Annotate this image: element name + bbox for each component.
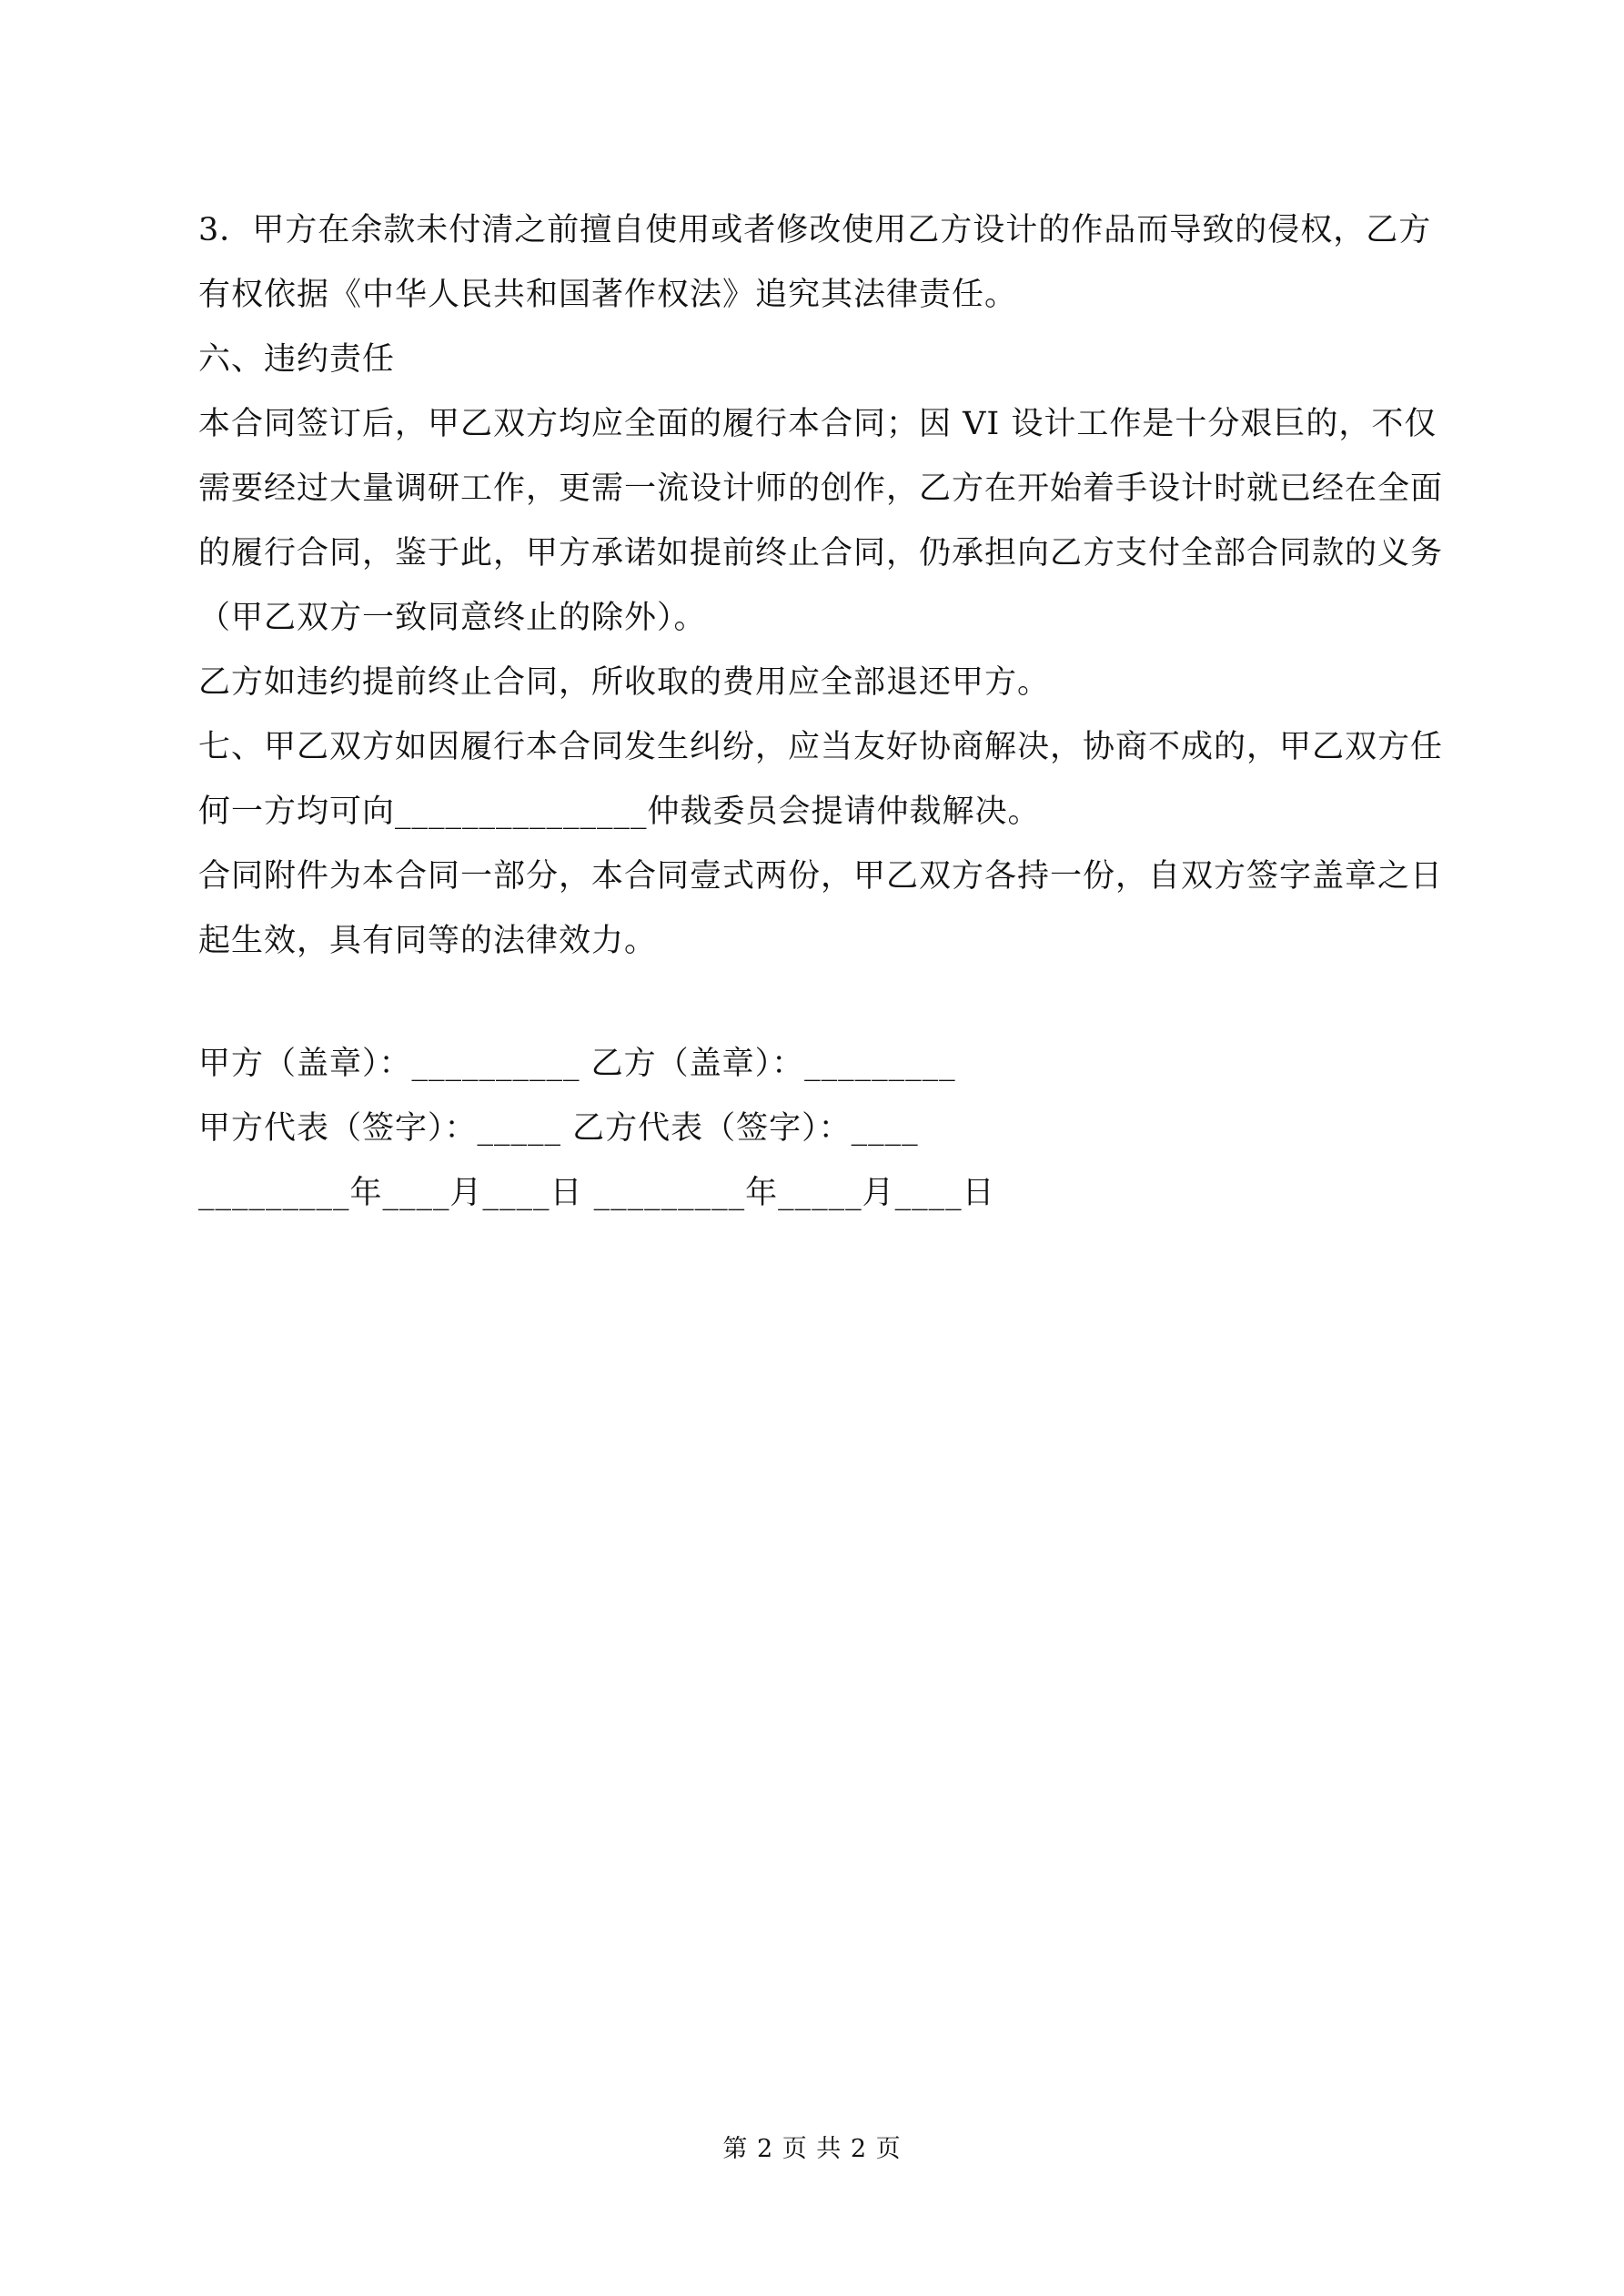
paragraph-line: 何一方均可向_______________仲裁委员会提请仲裁解决。: [198, 794, 1041, 830]
representative-line: 甲方代表（签字）：_____ 乙方代表（签字）：____: [198, 1110, 919, 1147]
page-footer: [0, 2131, 1624, 2168]
paragraph-line: 需要经过大量调研工作，更需一流设计师的创作，乙方在开始着手设计时就已经在全面: [198, 470, 1444, 507]
contract-body: [198, 198, 1445, 974]
paragraph-line: 七、甲乙双方如因履行本合同发生纠纷，应当友好协商解决，协商不成的，甲乙双方任: [198, 729, 1444, 765]
signature-block: [198, 1032, 1445, 1226]
paragraph-line: 乙方如违约提前终止合同，所收取的费用应全部退还甲方。: [198, 664, 1051, 701]
paragraph-line: 的履行合同，鉴于此，甲方承诺如提前终止合同，仍承担向乙方支付全部合同款的义务: [198, 535, 1444, 571]
paragraph-line: 本合同签订后，甲乙双方均应全面的履行本合同；因 VI 设计工作是十分艰巨的，不仅: [198, 406, 1437, 442]
paragraph-line: 有权依据《中华人民共和国著作权法》追究其法律责任。: [198, 277, 1018, 313]
seal-line: 甲方（盖章）：__________ 乙方（盖章）：_________: [198, 1046, 956, 1082]
paragraph-line: 3．甲方在余款未付清之前擅自使用或者修改使用乙方设计的作品而导致的侵权，乙方: [198, 212, 1432, 248]
paragraph-line: 起生效，具有同等的法律效力。: [198, 923, 658, 959]
paragraph-line: （甲乙双方一致同意终止的除外）。: [198, 600, 707, 636]
section-heading: 六、违约责任: [198, 341, 396, 378]
date-line: _________年____月____日 _________年_____月____日: [198, 1175, 995, 1211]
paragraph-line: 合同附件为本合同一部分，本合同壹式两份，甲乙双方各持一份，自双方签字盖章之日: [198, 858, 1444, 895]
page-number: 第 2 页 共 2 页: [722, 2135, 902, 2163]
